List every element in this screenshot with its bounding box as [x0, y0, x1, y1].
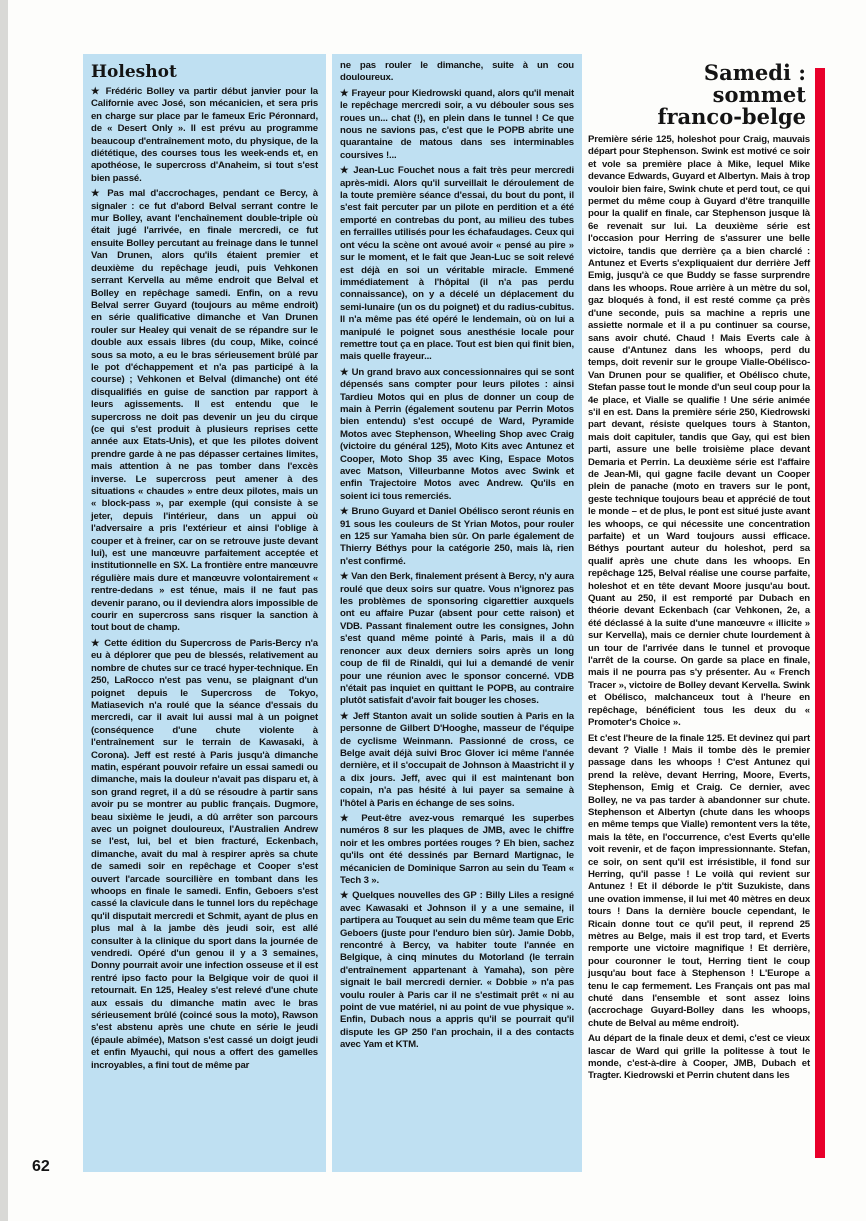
samedi-heading-line: franco-belge — [657, 104, 806, 129]
holeshot-paragraph: ne pas rouler le dimanche, suite à un cou douloureux. — [340, 60, 574, 84]
accent-bar — [815, 68, 825, 1158]
samedi-paragraph: Première série 125, holeshot pour Craig, mauvais départ pour Stephenson. Swink est motivé ce soir et vole sa première place à Mike, lequel Mike devance Edwards, Guyard et Albertyn. Mais à trop vouloir bien faire, Swink chute et perd tout, ce qui permet du même coup à Guyard d'être tranquille pour la qualif en finale, car Stephenson jusque là 6e revenait sur lui. La deuxième série est l'occasion pour Herring de s'assurer une belle victoire, tandis que derrière ça a bien charclé : Antunez et Everts s'expliquaient dur derrière Jeff Emig, jusqu'à ce que Buddy se fasse surprendre dans les whoops. Roue arrière à un mètre du sol, gaz bloqués à fond, il est resté comme ça près d'une seconde, puis sa machine a repris une assiette normale et il a pu continuer sa course, sans avoir chuté. Chaud ! Mais Everts cale à cause d'Antunez dans les whoops, perd du temps, doit revenir sur le groupe Vialle-Obélisco-Van Drunen pour se qualifier, et Obélisco chute, Stefan passe tout le monde d'un seul coup pour la 4e place, et Vialle se qualifie ! Une série animée s'il en est. Dans la première série 250, Kiedrowski part devant, résiste quelques tours à Stanton, mais doit capituler, tandis que Gay, qui est bien parti, assure une belle troisième place devant Demaria et Perrin. La deuxième série est l'affaire de Jean-Mi, qui gagne facile devant un Cooper plein de panache (moto en travers sur le pont, geste technique toujours beau et apprécié de tout le monde – et de plus, le pont est situé juste avant les whoops, ce qui nécessite une concentration parfaite) et un Ward toujours aussi efficace. Béthys pourtant auteur du holeshot, perd sa qualif après une chute dans les whoops. En repêchage 125, Belval réalise une course parfaite, holeshot et en tête devant Moore jusqu'au bout. Quant au 250, il est remporté par Dubach en théorie devant Eckenbach (car Vehkonen, 2e, a été déclassé à la suite d'une manœuvre « illicite » sur Kervella), mais ce dernier chute lourdement à un tour de l'arrivée dans le tunnel et provoque l'arrêt de la course. On garde sa place en finale, mais il ne pourra pas s'y présenter. Au « French Tracer », victoire de Bolley devant Kervella. Swink et Obélisco, malchanceux tout à l'heure en repêchage, bénéficient tous les deux du « Promoter's Choice ». — [588, 134, 811, 729]
page-number: 62 — [32, 1158, 50, 1175]
holeshot-paragraph: ★ Cette édition du Supercross de Paris-Bercy n'a eu à déplorer que peu de blessés, relativement au nombre de chutes sur ce tracé hyper-technique. En 250, LaRocco n'est pas venu, se plaignant d'un poignet depuis le Supercross de Tokyo, Matiasevich n'a roulé que la séance d'essais du mercredi, car il avait lui aussi mal à un poignet (conséquence d'une chute violente à l'entraînement sur le terrain de Kawasaki, à Corona). Jeff est resté à Paris jusqu'à dimanche matin, espérant pouvoir refaire un essai samedi ou dimanche, mais la douleur n'avait pas disparu et, à son grand regret, il a dû se résoudre à partir sans avoir pu se montrer au public français. Dugmore, beau sixième le jeudi, a dû arrêter son parcours avec un poignet douloureux, l'Australien Andrew se l'est, lui, bel et bien fracturé, Eckenbach, dimanche, avait du mal à respirer après sa chute de samedi soir en repêchage et Cooper s'est ouvert l'arcade sourcilière en tombant dans les whoops en finale le samedi. Enfin, Geboers s'est cassé la clavicule dans le tunnel lors du repêchage qu'il disputait mercredi et Schmit, ayant de plus en plus mal à la jambe dès jeudi soir, est allé consulter à la clinique du sport dans la journée de vendredi. Opéré d'un genou il y a 3 semaines, Donny pourrait avoir une infection osseuse et il est rentré ipso facto pour la Belgique voir de quoi il retournait. En 125, Healey s'est relevé d'une chute aux essais du dimanche matin avec le bras sérieusement brûlé (coincé sous la moto), Rawson s'est abstenu après une chute en série le jeudi (épaule abîmée), Matson s'est cassé un doigt jeudi et enfin Myauchi, qui nous a offert des gamelles incroyables, a fini tout de même par — [91, 637, 318, 1071]
holeshot-box — [83, 54, 326, 1172]
holeshot-paragraph: ★ Peut-être avez-vous remarqué les superbes numéros 8 sur les plaques de JMB, avec le chiffre noir et les ombres portées rouges ? Eh bien, sachez qu'ils ont été dessinés par Bernard Martignac, le mécanicien de Dominique Sarron au sein du Team « Tech 3 ». — [340, 812, 574, 886]
samedi-heading-line: Samedi : — [703, 60, 806, 85]
samedi-article — [588, 54, 810, 1172]
holeshot-paragraph: ★ Frédéric Bolley va partir début janvier pour la Californie avec José, son mécanicien, et sera pris en charge sur place par le fameux Eric Péronnard, de « Desert Only ». Il est prévu au programme beaucoup d'entraînement moto, du physique, de la diététique, des courses tous les week-ends et, en apothéose, le supercross d'Anaheim, si tout s'est bien passé. — [91, 86, 318, 184]
samedi-paragraph: Et c'est l'heure de la finale 125. Et devinez qui part devant ? Vialle ! Mais il tombe dès le premier passage dans les whoops ! C'est Antunez qui prend la relève, devant Herring, Moore, Everts, Stephenson, Emig et Craig. Ce dernier, avec Bolley, ne va pas tarder à abandonner sur chute. Stephenson et Albertyn (chute dans les whoops en même temps que Vialle) remontent vers la tête, mais la tête, en l'occurrence, c'est Everts qu'elle voit revenir, et de façon impressionnante. Stefan, ce soir, on sent qu'il est irrésistible, il fond sur Herring, qu'il passe ! Le voilà qui revient sur Antunez ! Et il déborde le p'tit Suzukiste, dans une ovation immense, il lui met 40 mètres en deux tours ! Dans la dernière boucle cependant, le Ricain donne tout ce qu'il peut, il reprend 25 mètres au Belge, mais il est trop tard, et Everts remporte une victoire magnifique ! Et derrière, pour couronner le tout, Herring tient le coup jusqu'au bout face à Stephenson ! L'Europe a tenu le cap fermement. Les Français ont pas mal chuté dans l'ensemble et sont assez loins (accrochage Guyard-Bolley dans les whoops, chute de Belval au même endroit). — [588, 732, 810, 1029]
holeshot-paragraph: ★ Frayeur pour Kiedrowski quand, alors qu'il menait le repêchage mercredi soir, a vu débouler sous ses roues un... chat (!), en plein dans le tunnel ! Ce que nous ne savions pas, c'est que le POPB abrite une quarantaine de matous dans ses interminables coursives !... — [340, 87, 574, 161]
samedi-paragraph: Au départ de la finale deux et demi, c'est ce vieux lascar de Ward qui grille la politesse à tout le monde, c'est-à-dire à Cooper, JMB, Dubach et Tragter. Kiedrowski et Perrin chutent dans les — [588, 1033, 810, 1082]
holeshot-paragraph: ★ Bruno Guyard et Daniel Obélisco seront réunis en 91 sous les couleurs de St Yrian Motos, pour rouler en 125 sur Yamaha bien sûr. On parle également de Thierry Béthys pour la catégorie 250, mais là, rien n'est confirmé. — [340, 506, 574, 567]
samedi-heading — [588, 62, 806, 128]
holeshot-box-continued — [332, 54, 582, 1172]
holeshot-paragraph: ★ Un grand bravo aux concessionnaires qui se sont dépensés sans compter pour leurs pilotes : ainsi Tardieu Motos qui en plus de donner un coup de main à Perrin (également soutenu par Perrin Motos bien entendu) s'est occupé de Ward, Pyramide Motos avec Stephenson, Wheeling Shop avec Craig (victoire du général 125), Moto Kits avec Antunez et Cooper, Moto Shop 35 avec King, Espace Motos avec Matson, Villeurbanne Motos avec Swink et enfin Trajectoire Motos avec Andrew. Qu'ils en soient ici tous remerciés. — [340, 366, 574, 502]
holeshot-paragraph: ★ Pas mal d'accrochages, pendant ce Bercy, à signaler : ce fut d'abord Belval serrant contre le mur Bolley, avant l'enchaînement double-triple où était jugé l'arrivée, en finale mercredi, ce fut ensuite Bolley percutant au freinage dans le tunnel Van Drunen, alors qu'ils étaient premier et deuxième du repêchage jeudi, puis Vehkonen serrant Kervella au même endroit que Belval et Bolley en repêchage samedi. Enfin, on a revu Belval serrer Guyard (toujours au même endroit) en série qualificative dimanche et Van Drunen rouler sur Healey qui venait de se répandre sur le double aux essais libres (du coup, Mike, coincé sous sa moto, a eu le bras sérieusement brûlé par le pot d'échappement et n'a pas participé à la course) ; Vehkonen et Belval (dimanche) ont été disqualifiés en guise de sanction par rapport à leurs agissements. Il est entendu que le supercross ne doit pas devenir un jeu du cirque (ce qui s'est produit à plusieurs reprises cette année aux Etats-Unis), et que les pilotes doivent prendre garde à ne pas dépasser certaines limites, mais attention à ne pas tomber dans l'excès inverse. Le supercross peut amener à des situations « chaudes » entre deux pilotes, mais un « block-pass », par exemple (qui consiste à se jeter, depuis l'intérieur, dans un appui où l'adversaire a pris l'extérieur et ainsi l'oblige à couper et à freiner, car on se retrouve juste devant lui), est une manœuvre parfaitement acceptée et institutionnelle en SX. La frontière entre manœuvre régulière mais dure et manœuvre volontairement « rentre-dedans » est ténue, mais il ne faut pas devenir parano, ou il deviendra alors impossible de courir en supercross sans risquer la sanction à tout bout de champ. — [91, 188, 318, 634]
holeshot-text-continued — [340, 60, 574, 1052]
holeshot-text — [91, 86, 318, 1072]
page-edge — [0, 0, 8, 1221]
holeshot-paragraph: ★ Van den Berk, finalement présent à Bercy, n'y aura roulé que deux soirs sur quatre. Vous n'ignorez pas les problèmes de sponsoring cigarettier auxquels ont eu affaire Puzar (absent pour cette raison) et VDB. Passant finalement outre les consignes, John s'est quand même pointé à Paris, mais il a dû renoncer aux deux derniers soirs après un long coup de fil de Rinaldi, qui lui a demandé de venir pour une réunion avec le sponsor concerné. VDB n'était pas inquiet en quittant le POPB, au contraire plutôt satisfait d'avoir fait bouger les choses. — [340, 571, 574, 707]
holeshot-paragraph: ★ Jean-Luc Fouchet nous a fait très peur mercredi après-midi. Alors qu'il surveillait le déroulement de la toute première séance d'essai, du bout du pont, il s'est fait percuter par un pilote en perdition et a été emporté en contrebas du pont, au milieu des tubes en ferrailles utilisés pour les échafaudages. Ceux qui ont vécu la scène ont avoué avoir « pensé au pire » sur le moment, et le fait que Jean-Luc se soit relevé est déjà en soi un véritable miracle. Emmené immédiatement à l'hôpital (il n'a pas perdu connaissance), on y a décelé un déplacement du semi-lunaire (un os du poignet) et du radius-cubitus. Il n'a même pas été opéré le lendemain, où on lui a manipulé le poignet sous anesthésie locale pour remettre tout ça en place. Tout est bien qui finit bien, mais quelle frayeur... — [340, 165, 574, 363]
samedi-text — [588, 134, 810, 1083]
holeshot-paragraph: ★ Quelques nouvelles des GP : Billy Liles a resigné avec Kawasaki et Johnson il y a une semaine, il partipera au Touquet au sein du même team que Eric Geboers (juste pour l'enduro bien sûr). Jamie Dobb, rencontré à Bercy, va habiter toute l'année en Belgique, à cinq minutes du Motorland (le terrain d'entraînement appartenant à Yamaha), son père signait le bail mercredi dernier. « Dobbie » n'a pas voulu rouler à Paris car il ne s'estimait prêt « ni au point de vue matériel, ni au point de vue physique ». Enfin, Dubach nous a appris qu'il se pourrait qu'il dispute les GP 250 l'an prochain, il a des contacts avec Yam et KTM. — [340, 890, 574, 1051]
holeshot-paragraph: ★ Jeff Stanton avait un solide soutien à Paris en la personne de Gilbert D'Hooghe, masseur de l'équipe de cyclisme Weinmann. Passionné de cross, ce Belge avait déjà suivi Broc Glover ici même l'année dernière, et il s'occupait de Johnson à Maastricht il y a dix jours. Jeff, avec qui il est maintenant bon copain, n'a pas hésité à lui payer sa semaine à l'hôtel à Paris en échange de ses soins. — [340, 710, 574, 809]
samedi-heading-line: sommet — [712, 82, 806, 107]
holeshot-heading: Holeshot — [91, 62, 177, 82]
